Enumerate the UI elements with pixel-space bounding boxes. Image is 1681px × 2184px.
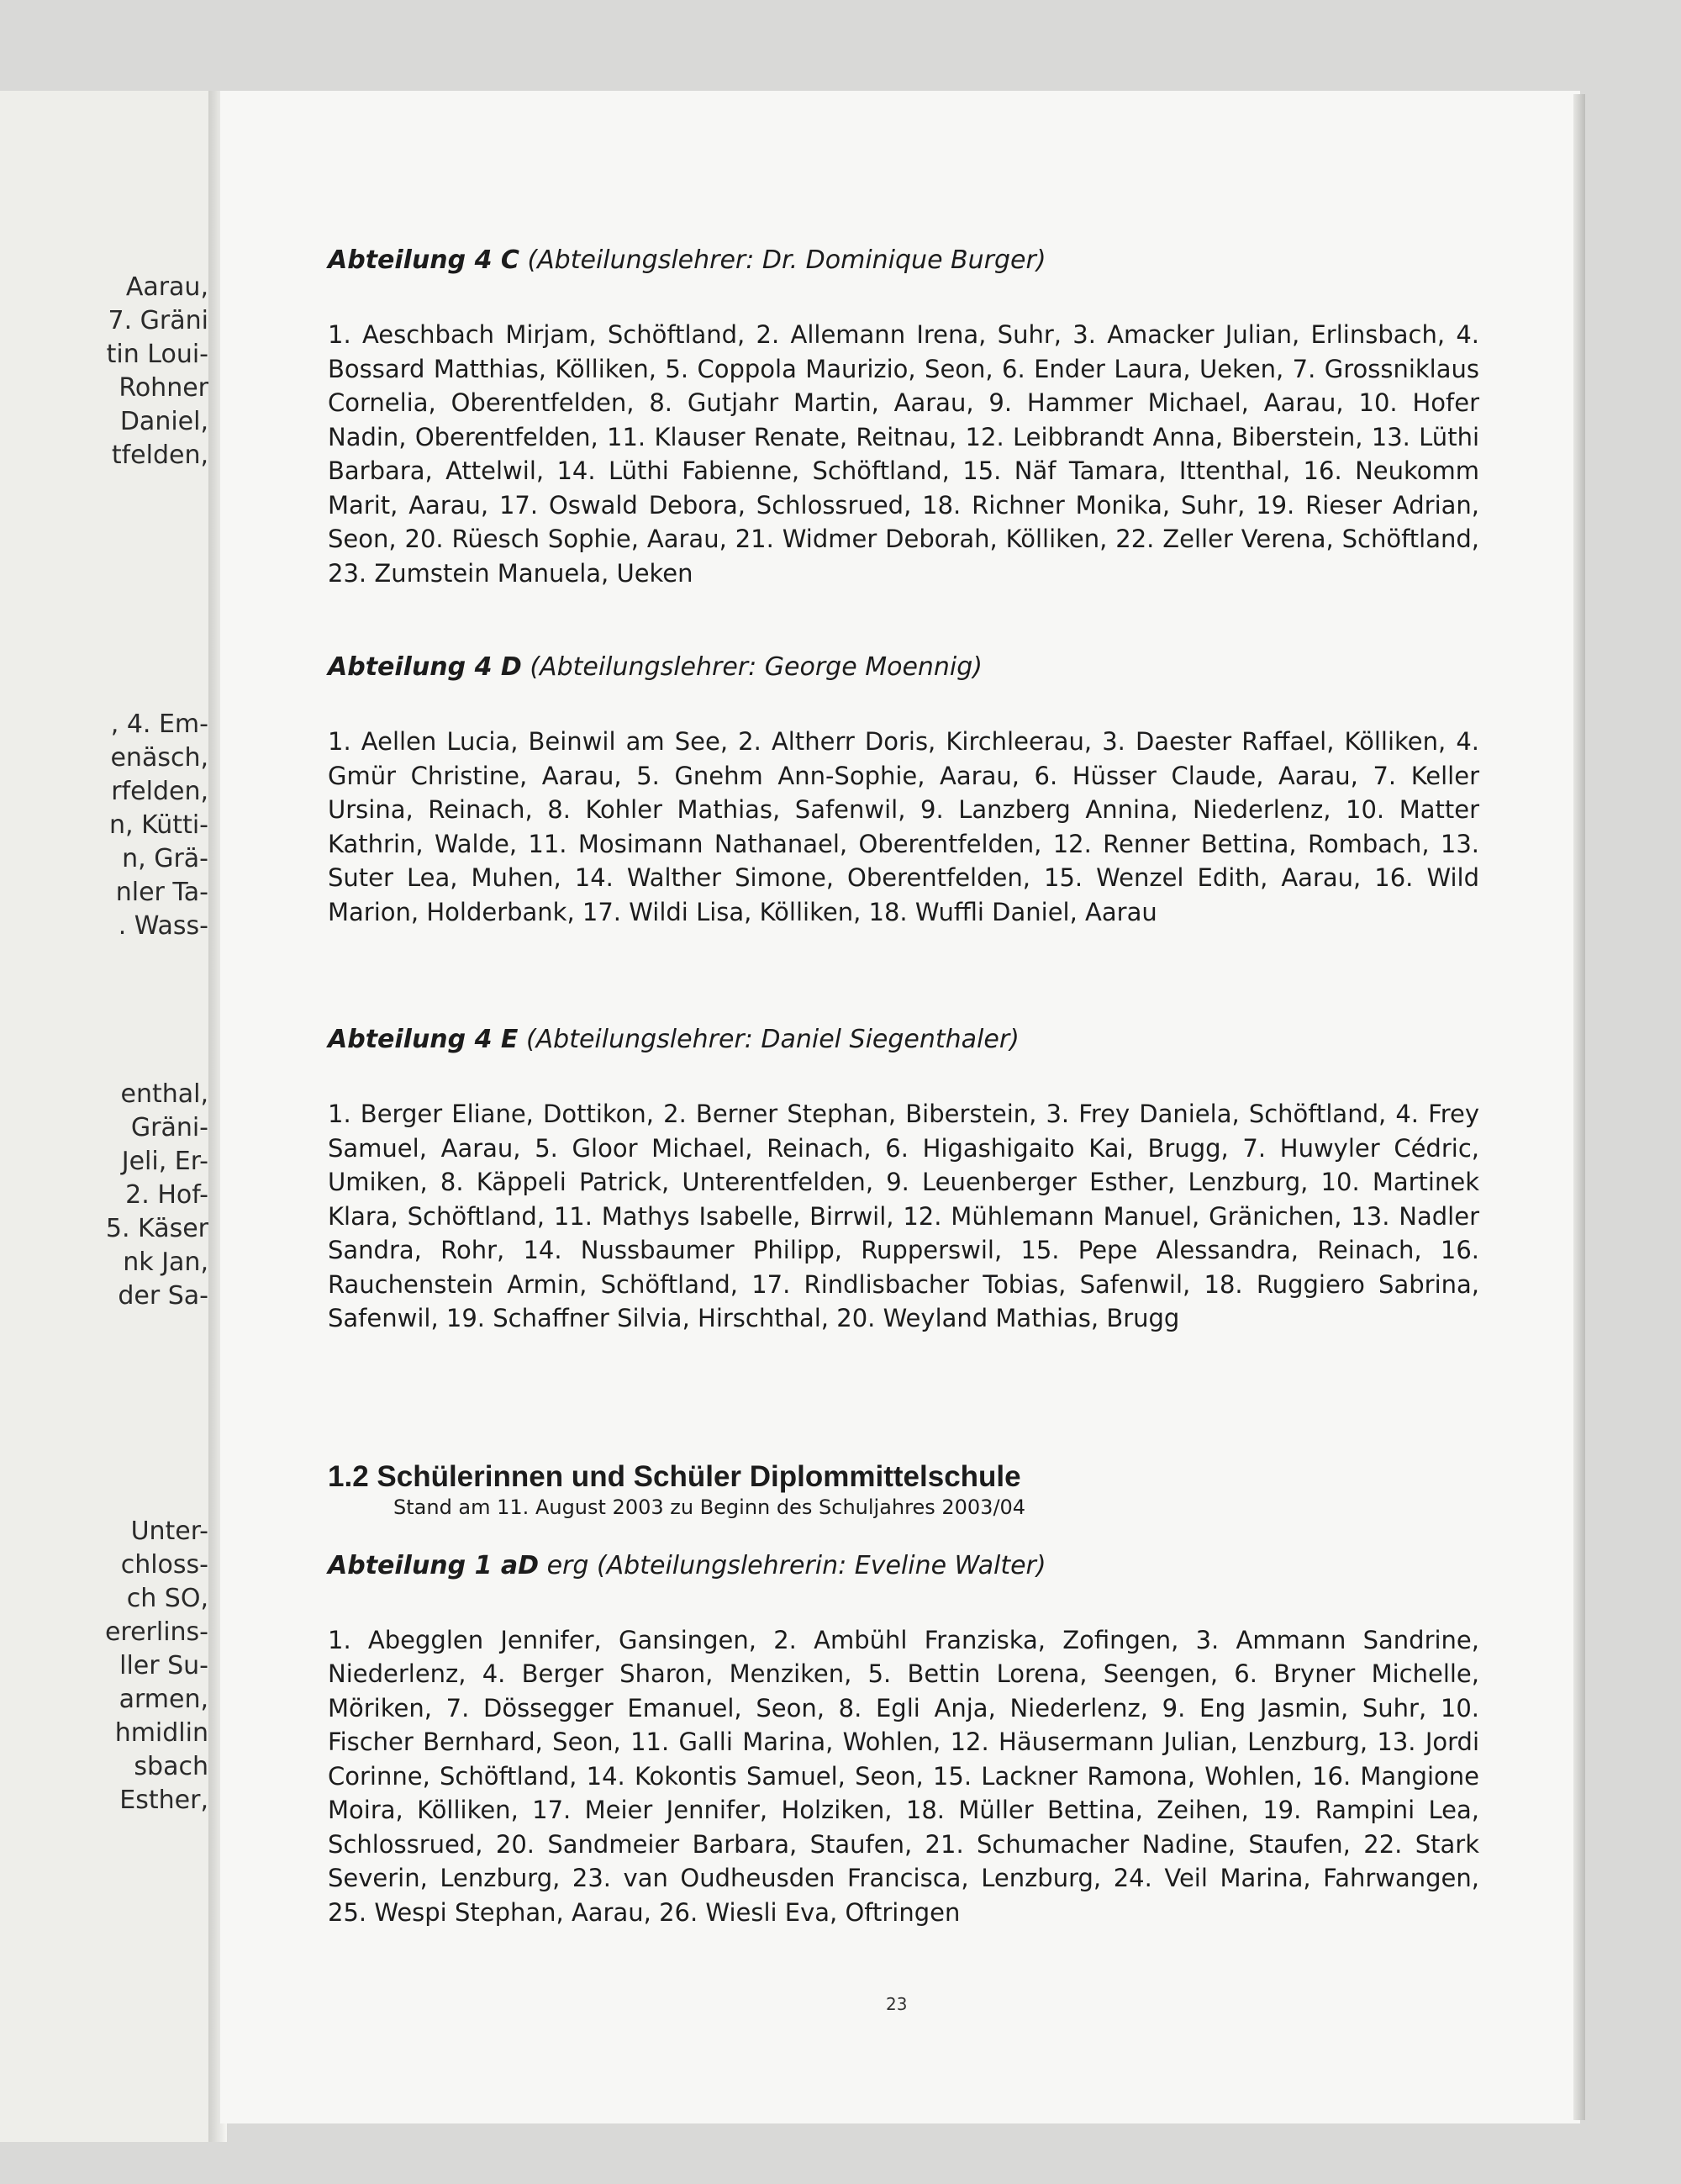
heading-class-label: Abteilung 4 C [328,245,519,275]
left-page-fragment-line: tin Loui- [106,340,208,369]
heading-class-label: Abteilung 4 D [328,652,522,682]
left-page-fragment-line: Rohner [119,373,208,403]
section-subtitle-date: Stand am 11. August 2003 zu Beginn des Schuljahres 2003/04 [393,1495,1026,1519]
left-page-fragment-line [0,641,208,674]
left-page-fragment-line: enäsch, [110,743,208,773]
left-page-fragment-line [0,977,208,1010]
left-page-fragment-line: 5. Käser [105,1214,208,1243]
left-page-fragment-line [0,1481,208,1515]
left-page-fragment-line [0,1313,208,1347]
heading-class-label: Abteilung 4 E [328,1025,519,1054]
left-page-fragment-line: 2. Hof- [125,1180,208,1210]
section-heading-4c [328,244,1479,277]
left-page-fragment-line: rfelden, [111,777,208,806]
left-page-text-fragments [0,271,208,1817]
left-page-fragment-line: der Sa- [118,1281,208,1311]
left-page-fragment-line: Gräni- [130,1113,208,1142]
left-page-fragment-line [0,674,208,708]
section-heading-1ad [328,1549,1479,1583]
left-page-fragment-line: armen, [119,1685,208,1714]
left-page-fragment-line [0,1347,208,1380]
left-page-fragment-line: ch SO, [126,1584,208,1613]
left-page-fragment-line: ererlins- [104,1617,208,1647]
page-content [328,244,1479,1929]
left-page-fragment-line [0,1414,208,1448]
heading-teacher: (Abteilungslehrer: Dr. Dominique Burger) [519,245,1046,275]
left-page-fragment-line: Unter- [130,1517,208,1546]
section-heading-4e [328,1023,1479,1057]
left-page-fragment-line [0,540,208,573]
left-page-fragment-line: sbach [134,1752,208,1781]
left-page-fragment-line: n, Grä- [122,844,208,873]
left-page-fragment-line [0,943,208,977]
left-page-fragment-line: 7. Gräni [108,306,208,335]
left-page-fragment-line: nk Jan, [123,1248,208,1277]
student-list-1ad: 1. Abegglen Jennifer, Gansingen, 2. Ambühl Franziska, Zofingen, 3. Ammann Sandrine, Niederlenz, 4. Berger Sharon, Menziken, 5. Bettin Lorena, Seengen, 6. Bryner Michelle, Möriken, 7. Dössegger Emanuel, Seon, 8. Egli Anja, Niederlenz, 9. Eng Jasmin, Suhr, 10. Fischer Bernhard, Seon, 11. Galli Marina, Wohlen, 12. Häusermann Julian, Lenzburg, 13. Jordi Corinne, Schöftland, 14. Kokontis Samuel, Seon, 15. Lackner Ramona, Wohlen, 16. Mangione Moira, Kölliken, 17. Meier Jennifer, Holziken, 18. Müller Bettina, Zeihen, 19. Rampini Lea, Schlossrued, 20. Sandmeier Barbara, Staufen, 21. Schumacher Nadine, Staufen, 22. Stark Severin, Lenzburg, 23. van Oudheusden Francisca, Lenzburg, 24. Veil Marina, Fahrwangen, 25. Wespi Stephan, Aarau, 26. Wiesli Eva, Oftringen [328,1625,1479,1927]
left-page-fragment-line: enthal, [120,1079,208,1109]
left-page-fragment-line [0,506,208,540]
left-page-fragment-line: nler Ta- [115,878,208,907]
heading-teacher: erg (Abteilungslehrerin: Eveline Walter) [539,1550,1046,1580]
left-page-fragment-line [0,1380,208,1414]
left-page-fragment-line [0,1010,208,1044]
left-page-fragment-line [0,1448,208,1481]
student-list-4d: 1. Aellen Lucia, Beinwil am See, 2. Altherr Doris, Kirchleerau, 3. Daester Raffael, Kölliken, 4. Gmür Christine, Aarau, 5. Gnehm Ann-Sophie, Aarau, 6. Hüsser Claude, Aarau, 7. Keller Ursina, Reinach, 8. Kohler Mathias, Safenwil, 9. Lanzberg Annina, Niederlenz, 10. Matter Kathrin, Walde, 11. Mosimann Nathanael, Oberentfelden, 12. Renner Bettina, Rombach, 13. Suter Lea, Muhen, 14. Walther Simone, Oberentfelden, 15. Wenzel Edith, Aarau, 16. Wild Marion, Holderbank, 17. Wildi Lisa, Kölliken, 18. Wuffli Daniel, Aarau [328,727,1479,926]
left-page-fragment-line [0,607,208,641]
heading-class-label: Abteilung 1 aD [328,1550,540,1580]
section-heading-4d [328,651,1479,684]
left-page-fragment-line: Daniel, [119,407,208,436]
heading-teacher: (Abteilungslehrer: George Moennig) [521,652,983,682]
left-page [0,91,217,2142]
section-title-diplommittelschule: 1.2 Schülerinnen und Schüler Diplommittelschule [328,1459,1021,1493]
left-page-fragment-line: chloss- [120,1550,208,1580]
left-page-fragment-line: Esther, [119,1786,208,1815]
student-list-4e: 1. Berger Eliane, Dottikon, 2. Berner Stephan, Biberstein, 3. Frey Daniela, Schöftland, 4. Frey Samuel, Aarau, 5. Gloor Michael, Reinach, 6. Higashigaito Kai, Brugg, 7. Huwyler Cédric, Umiken, 8. Käppeli Patrick, Unterentfelden, 9. Leuenberger Esther, Lenzburg, 10. Martinek Klara, Schöftland, 11. Mathys Isabelle, Birrwil, 12. Mühlemann Manuel, Gränichen, 13. Nadler Sandra, Rohr, 14. Nussbaumer Philipp, Rupperswil, 15. Pepe Alessandra, Reinach, 16. Rauchenstein Armin, Schöftland, 17. Rindlisbacher Tobias, Safenwil, 18. Ruggiero Sabrina, Safenwil, 19. Schaffner Silvia, Hirschthal, 20. Weyland Mathias, Brugg [328,1100,1479,1332]
left-page-fragment-line: n, Kütti- [109,810,208,840]
left-page-fragment-line [0,1044,208,1078]
left-page-fragment-line [0,573,208,607]
page-edge [1573,94,1585,2120]
student-list-4c: 1. Aeschbach Mirjam, Schöftland, 2. Allemann Irena, Suhr, 3. Amacker Julian, Erlinsbach, 4. Bossard Matthias, Kölliken, 5. Coppola Maurizio, Seon, 6. Ender Laura, Ueken, 7. Grossniklaus Cornelia, Oberentfelden, 8. Gutjahr Martin, Aarau, 9. Hammer Michael, Aarau, 10. Hofer Nadin, Oberentfelden, 11. Klauser Renate, Reitnau, 12. Leibbrandt Anna, Biberstein, 13. Lüthi Barbara, Attelwil, 14. Lüthi Fabienne, Schöftland, 15. Näf Tamara, Ittenthal, 16. Neukomm Marit, Aarau, 17. Oswald Debora, Schlossrued, 18. Richner Monika, Suhr, 19. Rieser Adrian, Seon, 20. Rüesch Sophie, Aarau, 21. Widmer Deborah, Kölliken, 22. Zeller Verena, Schöftland, 23. Zumstein Manuela, Ueken [328,320,1479,588]
heading-teacher: (Abteilungslehrer: Daniel Siegenthaler) [518,1025,1020,1054]
left-page-fragment-line: Jeli, Er- [121,1147,208,1176]
left-page-fragment-line: , 4. Em- [110,710,208,739]
page-number: 23 [886,1994,908,2014]
left-page-fragment-line: hmidlin [114,1718,208,1748]
left-page-fragment-line: tfelden, [111,440,208,470]
left-page-fragment-line: . Wass- [118,911,208,941]
left-page-fragment-line [0,472,208,506]
left-page-fragment-line: Aarau, [125,272,208,302]
left-page-fragment-line: ller Su- [119,1651,208,1680]
